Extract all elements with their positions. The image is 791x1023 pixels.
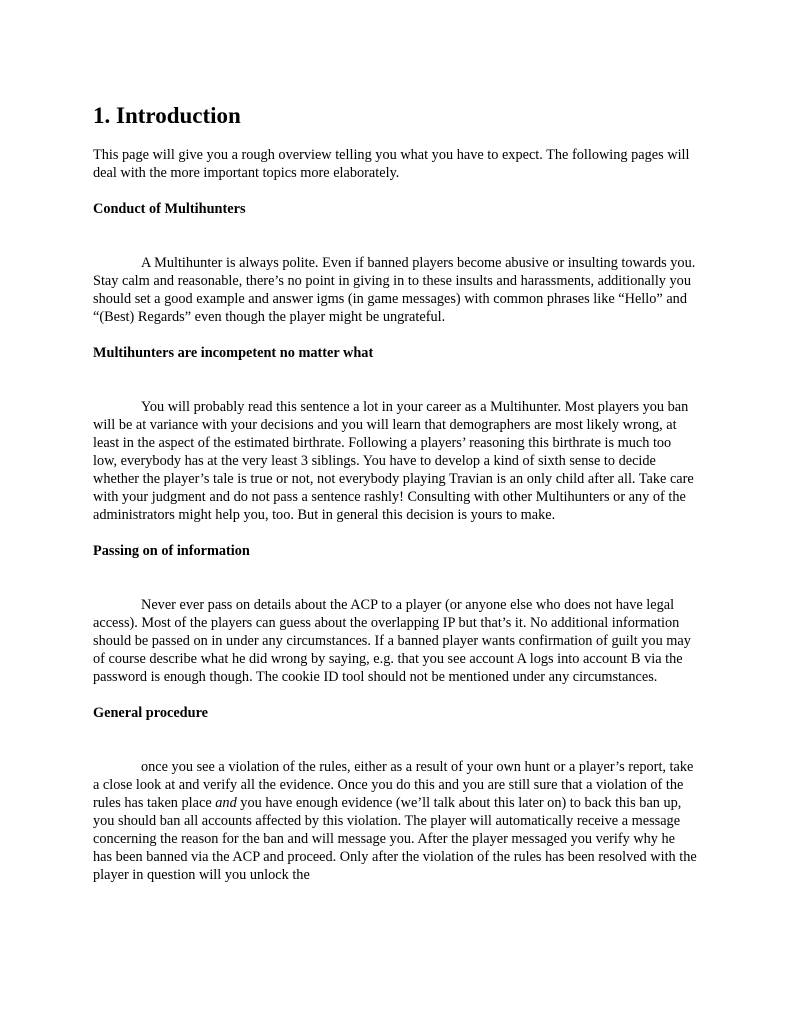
spacer xyxy=(93,362,697,398)
section-heading-conduct: Conduct of Multihunters xyxy=(93,201,246,217)
section-body-information: Never ever pass on details about the ACP to a player (or anyone else who does not have legal access). Most of the players can guess about the overlapping IP but that’s it. No additional information should be passed on in under any circumstances. If a banned player wants confirmation of guilt you may of course describe what he did wrong by saying, e.g. that you see account A logs into account B via the password is enough though. The cookie ID tool should not be mentioned under any circumstances. xyxy=(93,597,691,685)
procedure-text-after: you have enough evidence (we’ll talk about this later on) to back this ban up, you should ban all accounts affected by this violation. The player will automatically receive a message concerning the reason for the ban and will message you. After the player messaged you verify why he has been banned via the ACP and proceed. Only after the violation of the rules has been resolved with the player in question will you unlock the xyxy=(93,795,697,883)
section-heading-procedure: General procedure xyxy=(93,705,209,721)
section-heading-incompetent: Multihunters are incompetent no matter what xyxy=(93,345,374,361)
section-body-incompetent: You will probably read this sentence a lot in your career as a Multihunter. Most players you ban will be at variance with your decisions and you will learn that demographers are most likely wrong, at least in the aspect of the estimated birthrate. Following a players’ reasoning this birthrate is much too low, everybody has at the very least 3 siblings. You have to develop a kind of sixth sense to decide whether the player’s tale is true or not, not everybody playing Travian is an only child after all. Take care with your judgment and do not pass a sentence rashly! Consulting with other Multihunters or any of the administrators might help you, too. But in general this decision is yours to make. xyxy=(93,399,694,523)
spacer xyxy=(93,218,697,254)
spacer xyxy=(93,326,697,344)
spacer xyxy=(93,524,697,542)
spacer xyxy=(93,182,697,200)
section-body-procedure xyxy=(93,758,697,884)
section-heading-information: Passing on of information xyxy=(93,543,250,559)
document-page xyxy=(93,100,697,884)
section-body-conduct: A Multihunter is always polite. Even if banned players become abusive or insulting towards you. Stay calm and reasonable, there’s no point in giving in to these insults and harassments, additionally you should set a good example and answer igms (in game messages) with common phrases like “Hello” and “(Best) Regards” even though the player might be ungrateful. xyxy=(93,255,696,325)
spacer xyxy=(93,560,697,596)
page-title: 1. Introduction xyxy=(93,103,241,128)
spacer xyxy=(93,686,697,704)
procedure-text-before: once you see a violation of the rules, either as a result of your own hunt or a player’s report, take a close look at and verify all the evidence. Once you do this and you are still sure that a violation of the rules has taken place xyxy=(93,759,694,811)
procedure-emphasis: and xyxy=(215,795,237,811)
intro-paragraph: This page will give you a rough overview telling you what you have to expect. The following pages will deal with the more important topics more elaborately. xyxy=(93,147,690,181)
spacer xyxy=(93,722,697,758)
